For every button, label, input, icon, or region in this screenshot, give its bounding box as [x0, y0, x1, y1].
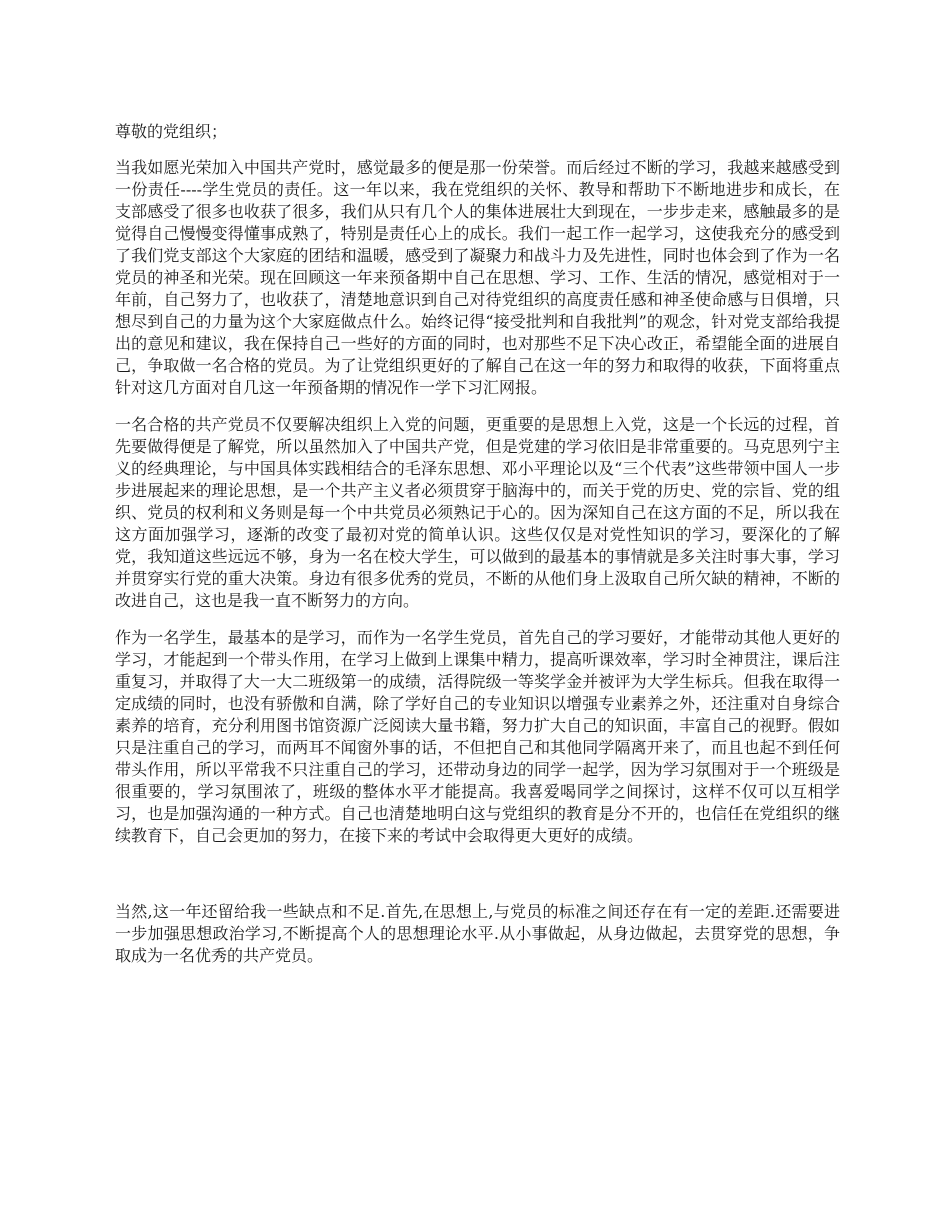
paragraph-academic-study: 作为一名学生，最基本的是学习，而作为一名学生党员，首先自己的学习要好，才能带动其他人更好的学习，才能起到一个带头作用，在学习上做到上课集中精力，提高听课效率，学习时全神贯注，课后注重复习，并取得了大一大二班级第一的成绩，活得院级一等奖学金并被评为大学生标兵。但我在取得一定成绩的同时，也没有骄傲和自满，除了学好自己的专业知识以增强专业素养之外，还注重对自身综合素养的培育，充分利用图书馆资源广泛阅读大量书籍，努力扩大自己的知识面，丰富自己的视野。假如只是注重自己的学习，而两耳不闻窗外事的话，不但把自己和其他同学隔离开来了，而且也起不到任何带头作用，所以平常我不只注重自己的学习，还带动身边的同学一起学，因为学习氛围对于一个班级是很重要的，学习氛围浓了，班级的整体水平才能提高。我喜爱喝同学之间探讨，这样不仅可以互相学习，也是加强沟通的一种方式。自己也清楚地明白这与党组织的教育是分不开的，也信任在党组织的继续教育下，自己会更加的努力，在接下来的考试中会取得更大更好的成绩。	[115, 628, 840, 845]
paragraph-shortcomings: 当然,这一年还留给我一些缺点和不足.首先,在思想上,与党员的标准之间还存在有一定的差距.还需要进一步加强思想政治学习,不断提高个人的思想理论水平.从小事做起，从身边做起，去贯穿党的思想，争取成为一名优秀的共产党员。	[115, 902, 840, 965]
paragraph-party-theory-study: 一名合格的共产党员不仅要解决组织上入党的问题，更重要的是思想上入党，这是一个长远的过程，首先要做得便是了解党，所以虽然加入了中国共产党，但是党建的学习依旧是非常重要的。马克思列宁主义的经典理论，与中国具体实践相结合的毛泽东思想、邓小平理论以及“三个代表”这些带领中国人一步步进展起来的理论思想，是一个共产主义者必须贯穿于脑海中的，而关于党的历史、党的宗旨、党的组织、党员的权利和义务则是每一个中共党员必须熟记于心的。因为深知自己在这方面的不足，所以我在这方面加强学习，逐渐的改变了最初对党的简单认识。这些仅仅是对党性知识的学习，要深化的了解党，我知道这些远远不够，身为一名在校大学生，可以做到的最基本的事情就是多关注时事大事，学习并贯穿实行党的重大决策。身边有很多优秀的党员，不断的从他们身上汲取自己所欠缺的精神，不断的改进自己，这也是我一直不断努力的方向。	[115, 415, 840, 610]
paragraph-honor-and-responsibility: 当我如愿光荣加入中国共产党时，感觉最多的便是那一份荣誉。而后经过不断的学习，我越来越感受到一份责任----学生党员的责任。这一年以来，我在党组织的关怀、教导和帮助下不断地进步和成长，在支部感受了很多也收获了很多，我们从只有几个人的集体进展壮大到现在，一步步走来，感触最多的是觉得自己慢慢变得懂事成熟了，特别是责任心上的成长。我们一起工作一起学习，这使我充分的感受到了我们党支部这个大家庭的团结和温暖，感受到了凝聚力和战斗力及先进性，同时也体会到了作为一名党员的神圣和光荣。现在回顾这一年来预备期中自己在思想、学习、工作、生活的情况，感觉相对于一年前，自己努力了，也收获了，清楚地意识到自己对待党组织的高度责任感和神圣使命感与日俱增，只想尽到自己的力量为这个大家庭做点什么。始终记得“接受批判和自我批判”的观念，针对党支部给我提出的意见和建议，我在保持自己一些好的方面的同时，也对那些不足下决心改正，希望能全面的进展自己，争取做一名合格的党员。为了让党组织更好的了解自己在这一年的努力和取得的收获，下面将重点针对这几方面对自几这一年预备期的情况作一学下习汇网报。	[115, 158, 840, 397]
blank-spacer	[115, 862, 840, 901]
salutation: 尊敬的党组织；	[115, 122, 228, 141]
document-body	[115, 121, 840, 982]
